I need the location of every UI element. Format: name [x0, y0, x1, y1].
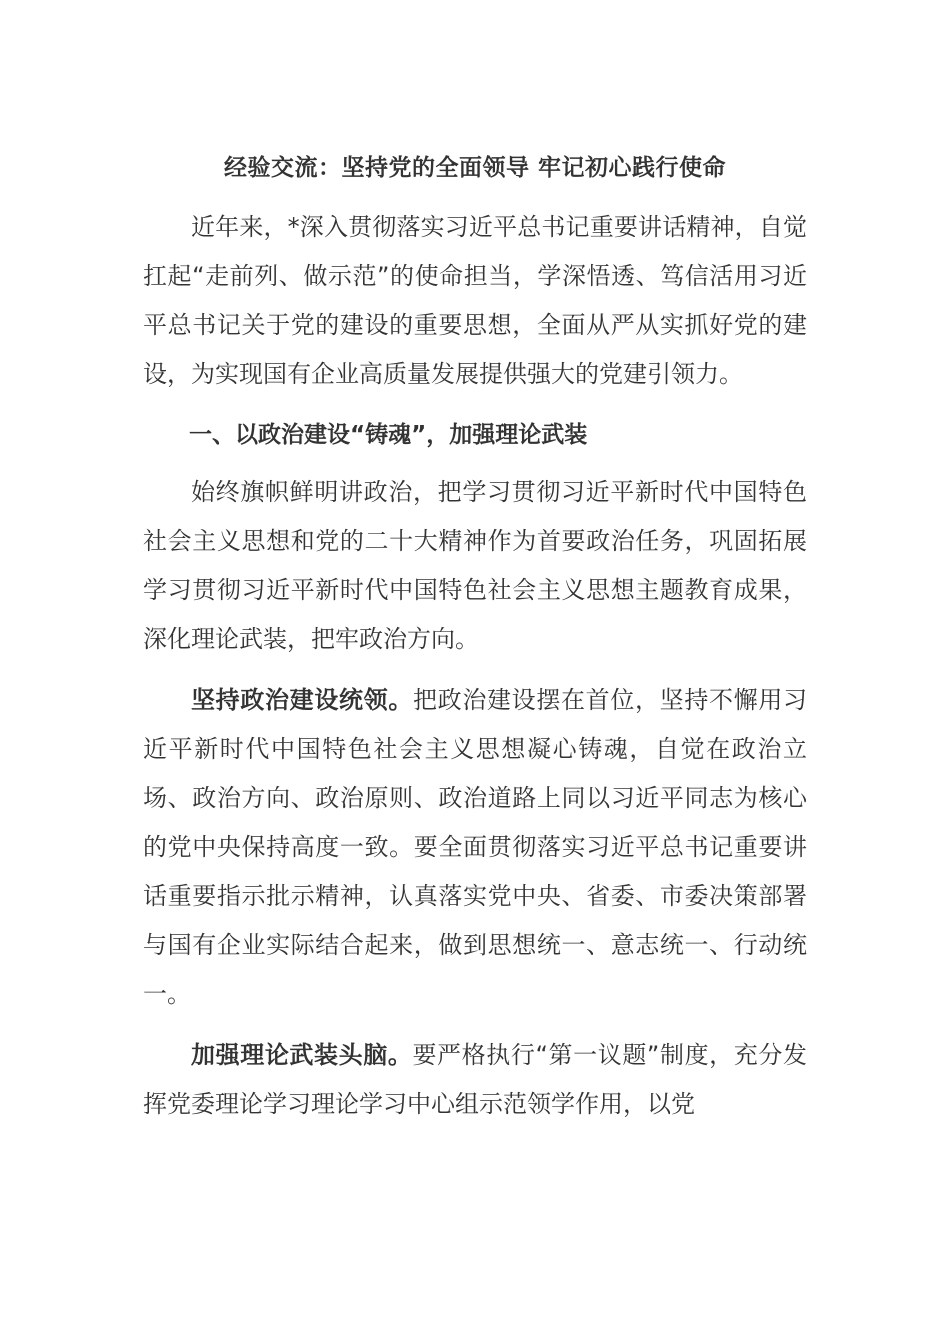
document-page: [143, 150, 807, 1129]
point-2-paragraph: [143, 1031, 807, 1129]
point-1-paragraph: [143, 676, 807, 1019]
point-2-text: 要严格执行“第一议题”制度，充分发挥党委理论学习理论学习中心组示范领学作用，以党: [143, 1040, 807, 1118]
section-1-heading: 一、以政治建设“铸魂”，加强理论武装: [189, 421, 588, 448]
point-2-lead: 加强理论武装头脑。: [191, 1040, 413, 1069]
intro-paragraph: 近年来，*深入贯彻落实习近平总书记重要讲话精神，自觉扛起“走前列、做示范”的使命担当，学深悟透、笃信活用习近平总书记关于党的建设的重要思想，全面从严从实抓好党的建设，为实现国有企业高质量发展提供强大的党建引领力。: [143, 212, 807, 388]
document-title: 经验交流：坚持党的全面领导 牢记初心践行使命: [223, 155, 726, 181]
point-1-text: 把政治建设摆在首位，坚持不懈用习近平新时代中国特色社会主义思想凝心铸魂，自觉在政治立场、政治方向、政治原则、政治道路上同以习近平同志为核心的党中央保持高度一致。要全面贯彻落实习近平总书记重要讲话重要指示批示精神，认真落实党中央、省委、市委决策部署与国有企业实际结合起来，做到思想统一、意志统一、行动统一。: [143, 685, 807, 1008]
point-1-lead: 坚持政治建设统领。: [191, 685, 413, 714]
section-1-paragraph: 始终旗帜鲜明讲政治，把学习贯彻习近平新时代中国特色社会主义思想和党的二十大精神作为首要政治任务，巩固拓展学习贯彻习近平新时代中国特色社会主义思想主题教育成果，深化理论武装，把牢政治方向。: [143, 477, 807, 653]
